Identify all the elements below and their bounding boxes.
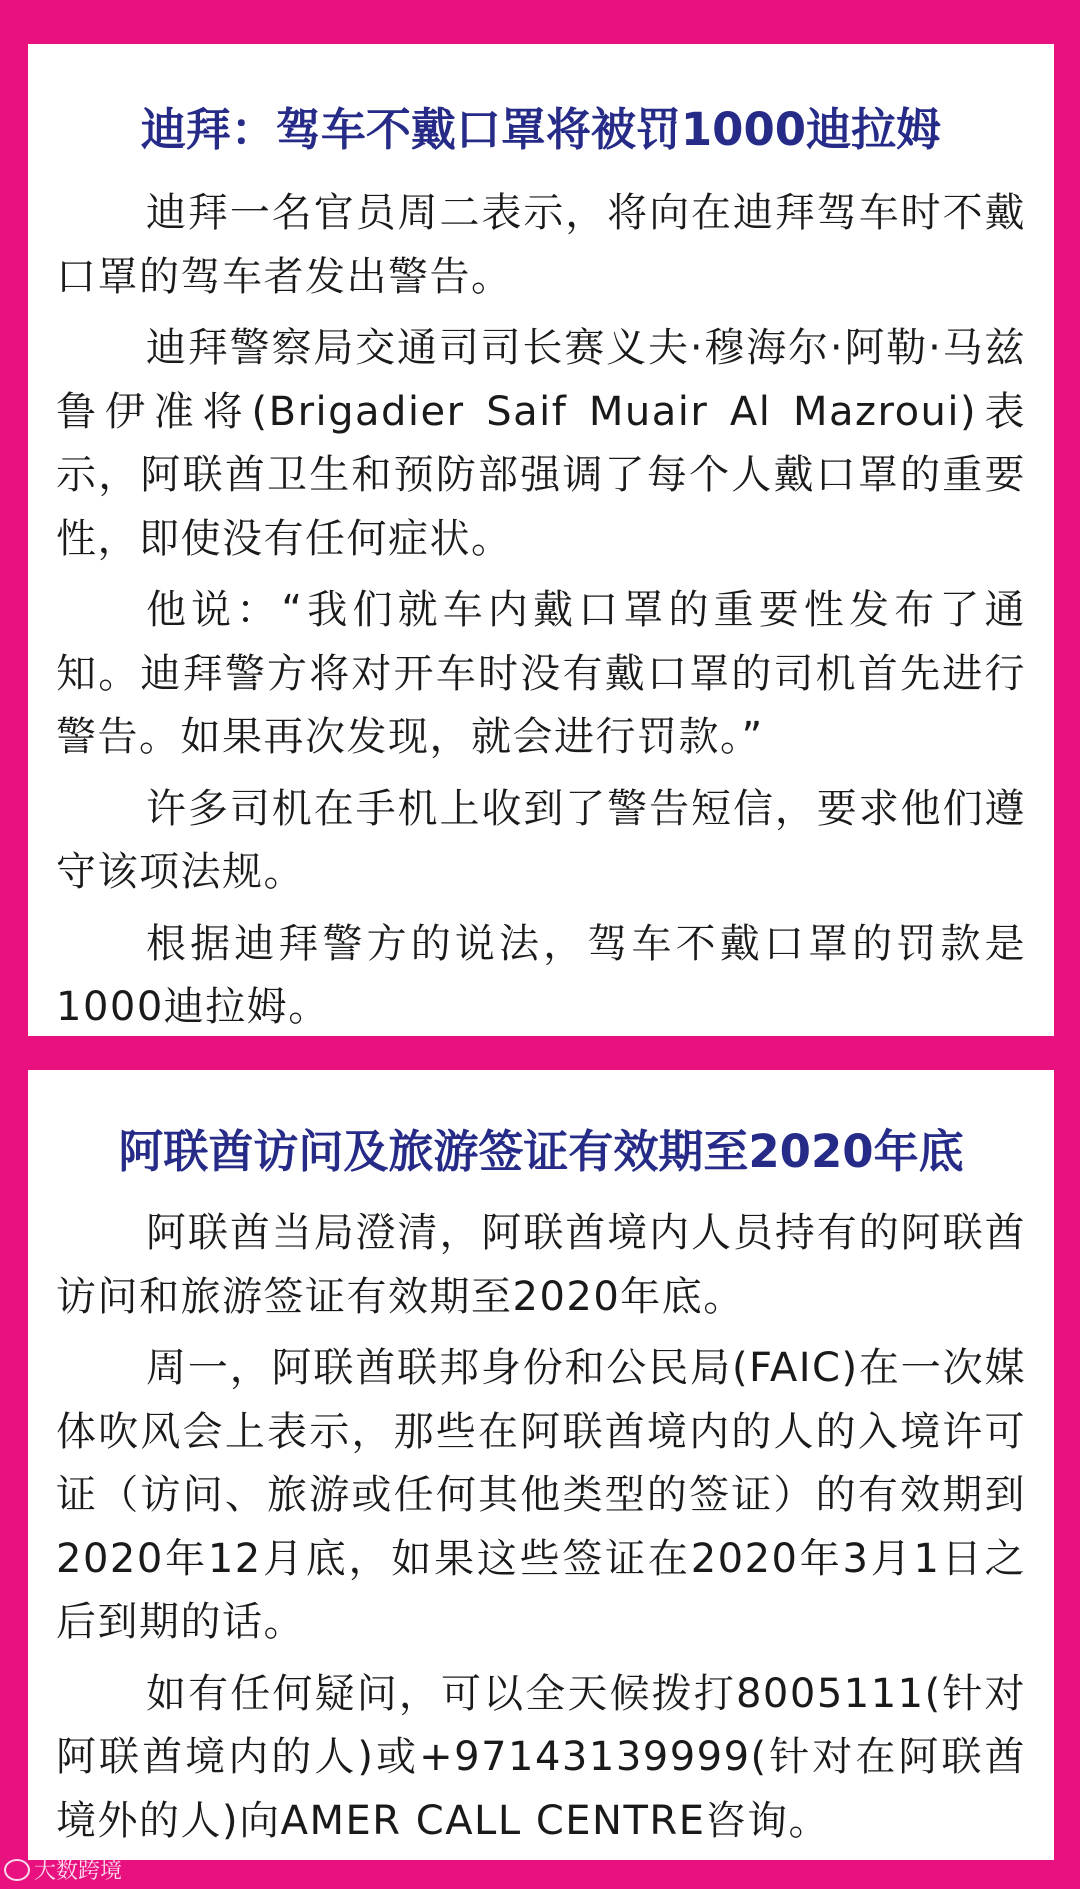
article-paragraph: 许多司机在手机上收到了警告短信，要求他们遵守该项法规。 <box>56 785 1026 895</box>
article-panel-dubai-masks <box>28 44 1054 1036</box>
article-paragraph: 迪拜警察局交通司司长赛义夫·穆海尔·阿勒·马兹鲁伊准将(Brigadier Saif Muair Al Mazroui)表示，阿联酋卫生和预防部强调了每个人戴口罩的重要性，即使没有任何症状。 <box>56 325 1026 562</box>
watermark <box>4 1854 122 1885</box>
article-paragraph: 迪拜一名官员周二表示，将向在迪拜驾车时不戴口罩的驾车者发出警告。 <box>56 190 1026 300</box>
article-paragraph: 如有任何疑问，可以全天候拨打8005111(针对阿联酋境内的人)或+97143139999(针对在阿联酋境外的人)向AMER CALL CENTRE咨询。 <box>56 1670 1026 1844</box>
article-title: 迪拜：驾车不戴口罩将被罚1000迪拉姆 <box>140 103 942 156</box>
watermark-text: 大数跨境 <box>34 1859 123 1884</box>
article-paragraph: 根据迪拜警方的说法，驾车不戴口罩的罚款是1000迪拉姆。 <box>56 920 1026 1030</box>
logo-icon <box>4 1859 30 1881</box>
article-panel-uae-visas <box>28 1070 1054 1860</box>
article-paragraph: 阿联酋当局澄清，阿联酋境内人员持有的阿联酋访问和旅游签证有效期至2020年底。 <box>56 1210 1026 1320</box>
article-title: 阿联酋访问及旅游签证有效期至2020年底 <box>118 1125 964 1178</box>
article-paragraph: 他说：“我们就车内戴口罩的重要性发布了通知。迪拜警方将对开车时没有戴口罩的司机首先进行警告。如果再次发现，就会进行罚款。” <box>56 587 1026 760</box>
article-paragraph: 周一，阿联酋联邦身份和公民局(FAIC)在一次媒体吹风会上表示，那些在阿联酋境内的人的入境许可证（访问、旅游或任何其他类型的签证）的有效期到2020年12月底，如果这些签证在2020年3月1日之后到期的话。 <box>56 1345 1026 1645</box>
